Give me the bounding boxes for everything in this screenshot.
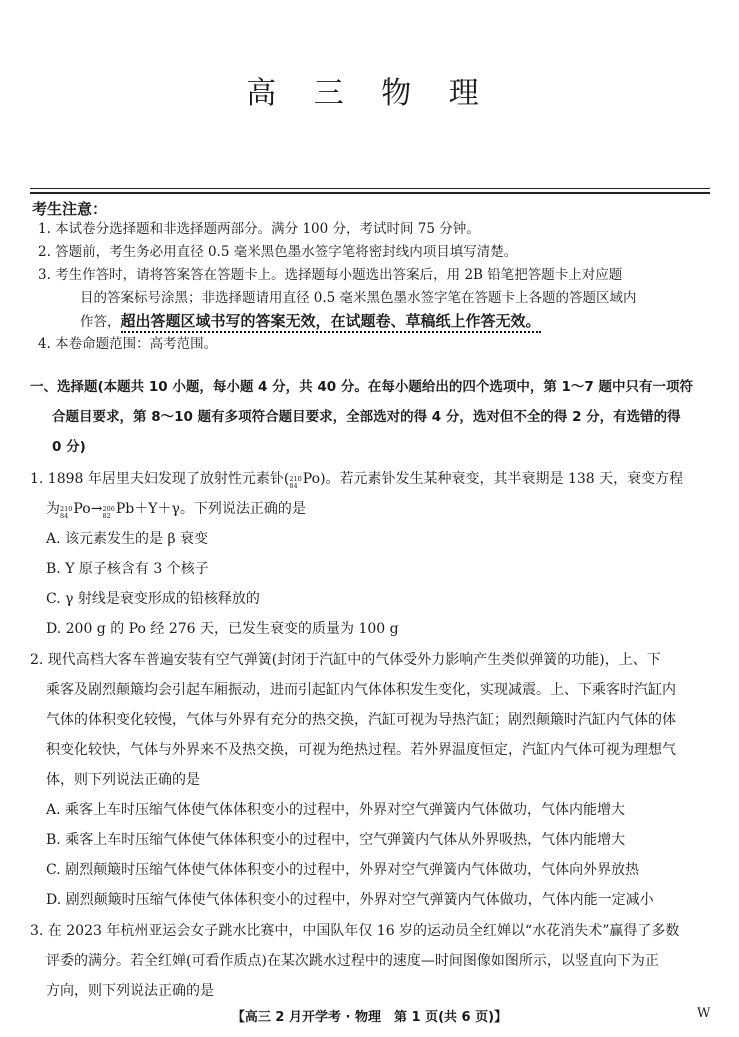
q1-nuclide-3-number: 82 bbox=[102, 512, 111, 520]
q1-nuclide-2-number: 84 bbox=[60, 512, 69, 520]
q1-nuclide-1-number: 84 bbox=[289, 482, 298, 490]
header-rule-thick bbox=[30, 192, 710, 194]
q1-nuclide-2-mass: 210 bbox=[60, 505, 73, 513]
q2-stem-line3: 气体的体积变化较慢，气体与外界有充分的热交换，汽缸可视为导热汽缸；剧烈颠簸时汽缸内气体的体 bbox=[46, 712, 676, 728]
notice-item-3-cont: 目的答案标号涂黑；非选择题请用直径 0.5 毫米黑色墨水签字笔在答题卡上各题的答题区域内 bbox=[80, 290, 637, 306]
q2-stem-line4: 积变化较快，气体与外界来不及热交换，可视为绝热过程。若外界温度恒定，汽缸内气体可视为理想气 bbox=[46, 742, 676, 758]
q1-nuclide-2-indices bbox=[60, 506, 72, 520]
notice-item-1: 1. 本试卷分选择题和非选择题两部分。满分 100 分，考试时间 75 分钟。 bbox=[38, 221, 480, 237]
q3-stem-line1: 3. 在 2023 年杭州亚运会女子跳水比赛中，中国队年仅 16 岁的运动员全红婵以“水花消失术”赢得了多数 bbox=[30, 923, 680, 939]
notice-item-3-cont2 bbox=[80, 310, 708, 334]
q1-text-a: 1. 1898 年居里夫妇发现了放射性元素钋( bbox=[30, 471, 290, 487]
q2-option-d: D. 剧烈颠簸时压缩气体使气体体积变小的过程中，外界对空气弹簧内气体做功，气体内能一定减小 bbox=[46, 892, 654, 908]
q1-stem-line2 bbox=[46, 494, 716, 524]
q3-stem-line2: 评委的满分。若全红婵(可看作质点)在某次跳水过程中的速度—时间图像如图所示，以竖直向下为正 bbox=[46, 953, 659, 969]
q1-nuclide-1-symbol: Po bbox=[302, 471, 321, 487]
q2-option-b: B. 乘客上车时压缩气体使气体体积变小的过程中，空气弹簧内气体从外界吸热，气体内能增大 bbox=[46, 832, 626, 848]
section-1-heading-cont: 合题目要求，第 8～10 题有多项符合题目要求，全部选对的得 4 分，选对但不全的得 2 分，有选错的得 bbox=[52, 409, 681, 425]
q3-stem-line3: 方向，则下列说法正确的是 bbox=[46, 983, 214, 999]
q1-nuclide-3-indices bbox=[102, 506, 114, 520]
q1-nuclide-3-mass: 206 bbox=[102, 505, 115, 513]
notice-item-2: 2. 答题前，考生务必用直径 0.5 毫米黑色墨水签字笔将密封线内项目填写清楚。 bbox=[38, 244, 518, 260]
footer-mark: W bbox=[697, 1006, 711, 1021]
section-1-heading-cont2: 0 分) bbox=[52, 439, 86, 455]
q1-option-c: C. γ 射线是衰变形成的铅核释放的 bbox=[46, 591, 260, 607]
notice-item-3: 3. 考生作答时，请将答案答在答题卡上。选择题每小题选出答案后，用 2B 铅笔把答题卡上对应题 bbox=[38, 267, 623, 283]
q1-option-b: B. Y 原子核含有 3 个核子 bbox=[46, 561, 209, 577]
notice-item-3-pre: 作答， bbox=[80, 314, 121, 330]
header-rule-thin bbox=[30, 188, 710, 189]
q1-option-d: D. 200 g 的 Po 经 276 天，已发生衰变的质量为 100 g bbox=[46, 621, 399, 637]
notice-emphasis: 超出答题区域书写的答案无效，在试题卷、草稿纸上作答无效。 bbox=[121, 312, 541, 333]
q1-nuclide-2-symbol: Po bbox=[73, 501, 91, 517]
q1-text-b: )。若元素钋发生某种衰变，其半衰期是 138 天，衰变方程 bbox=[320, 471, 684, 487]
q2-option-c: C. 剧烈颠簸时压缩气体使气体体积变小的过程中，外界对空气弹簧内气体做功，气体向外界放热 bbox=[46, 862, 640, 878]
q1-option-a: A. 该元素发生的是 β 衰变 bbox=[46, 531, 209, 547]
q1-text-c: 为 bbox=[46, 501, 60, 517]
section-1-heading: 一、选择题(本题共 10 小题，每小题 4 分，共 40 分。在每小题给出的四个选项中，第 1～7 题中只有一项符 bbox=[30, 379, 694, 395]
q1-nuclide-1-indices bbox=[289, 476, 301, 490]
q1-nuclide-3-symbol: Pb bbox=[115, 501, 135, 517]
q1-stem-line1 bbox=[30, 464, 716, 494]
notice-item-4: 4. 本卷命题范围：高考范围。 bbox=[38, 336, 218, 352]
page-footer: 【高三 2 月开学考 · 物理 第 1 页(共 6 页)】 bbox=[231, 1010, 508, 1025]
notice-heading: 考生注意： bbox=[32, 200, 108, 218]
q1-text-d: ＋Y＋γ。下列说法正确的是 bbox=[134, 501, 306, 517]
q2-stem-line5: 体，则下列说法正确的是 bbox=[46, 772, 200, 788]
page-title: 高 三 物 理 bbox=[246, 76, 493, 111]
q1-nuclide-1-mass: 210 bbox=[289, 475, 302, 483]
q1-decay-arrow: → bbox=[90, 501, 103, 517]
q2-stem-line1: 2. 现代高档大客车普遍安装有空气弹簧(封闭于汽缸中的气体受外力影响产生类似弹簧的功能)，上、下 bbox=[30, 652, 661, 668]
q2-stem-line2: 乘客及剧烈颠簸均会引起车厢振动，进而引起缸内气体体积发生变化，实现减震。上、下乘客时汽缸内 bbox=[46, 682, 676, 698]
q2-option-a: A. 乘客上车时压缩气体使气体体积变小的过程中，外界对空气弹簧内气体做功，气体内能增大 bbox=[46, 802, 626, 818]
